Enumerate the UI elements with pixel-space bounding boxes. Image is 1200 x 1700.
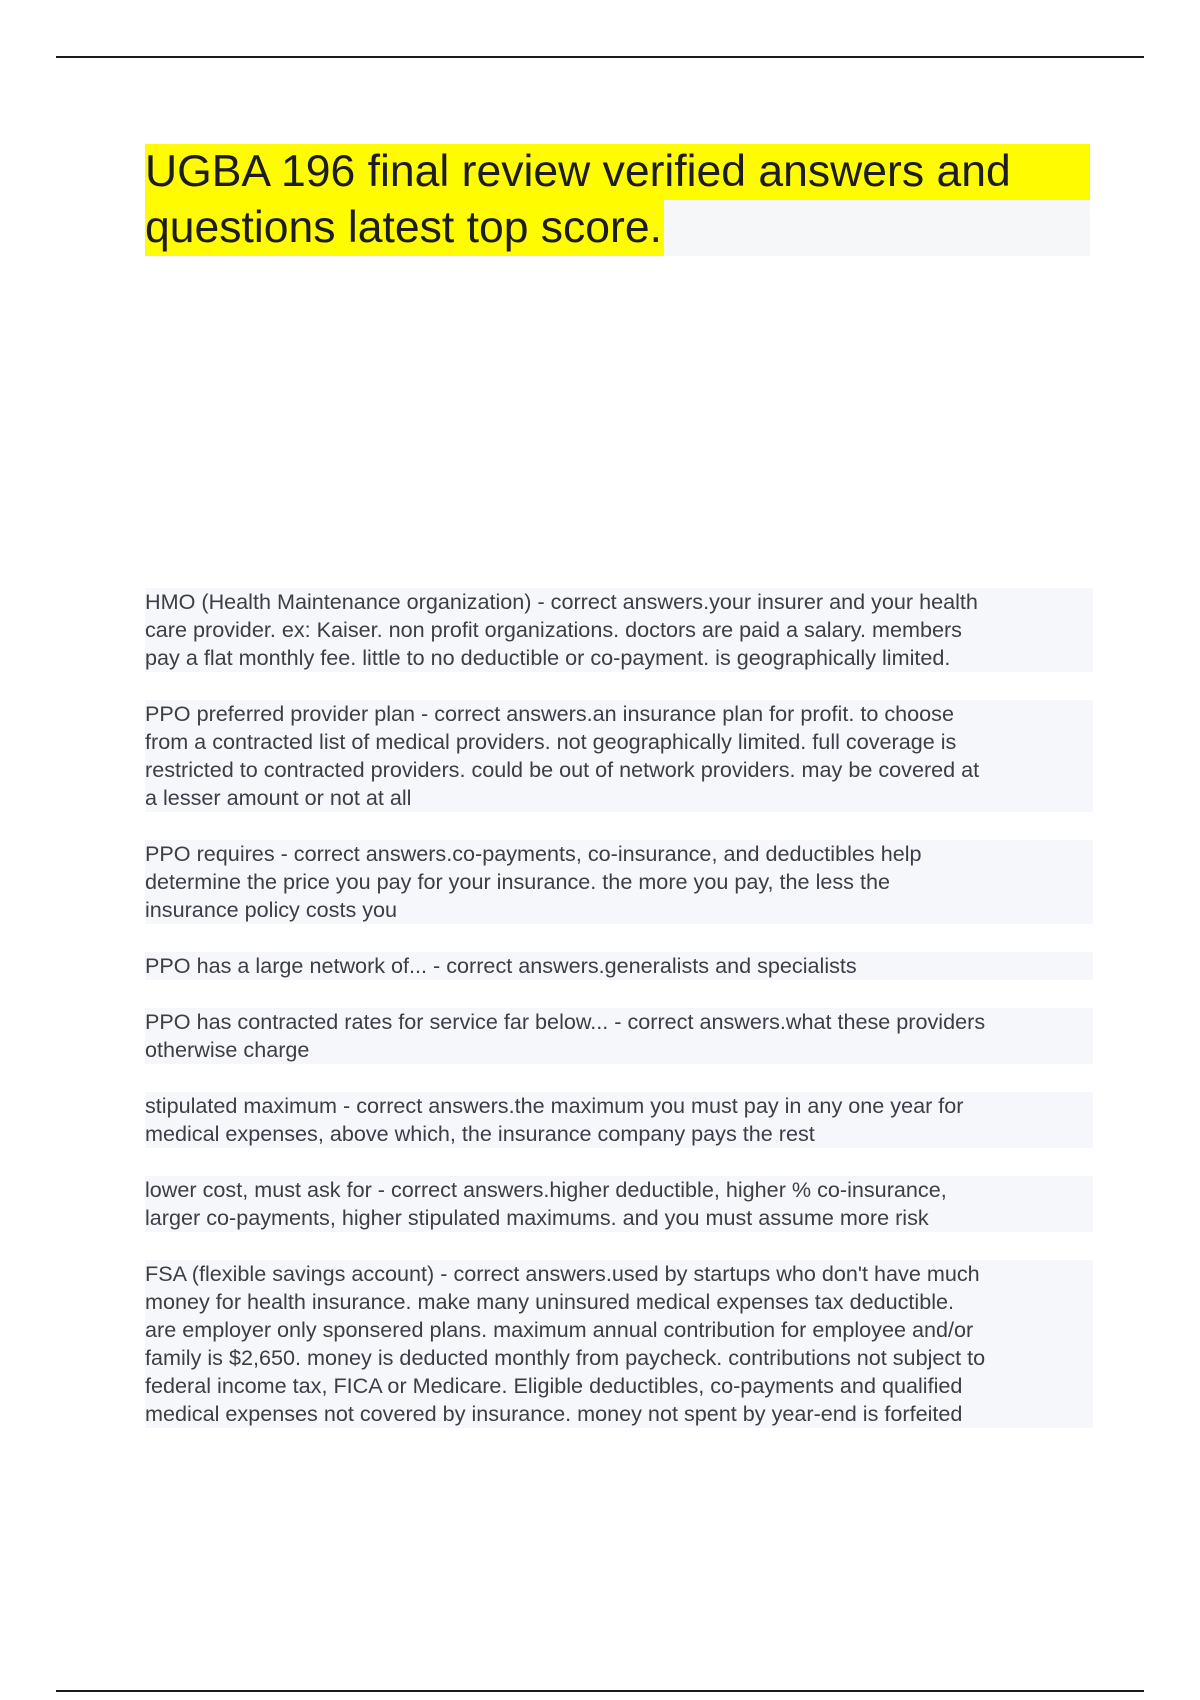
qa-entry-hmo: HMO (Health Maintenance organization) - correct answers.your insurer and your health care provider. ex: Kaiser. non profit organizations. doctors are paid a salary. members pay a flat monthly fee. little to no deductible or co-payment. is geographically limited.: [145, 588, 1093, 672]
top-rule: [56, 56, 1144, 58]
qa-entry-ppo-plan: PPO preferred provider plan - correct answers.an insurance plan for profit. to choose from a contracted list of medical providers. not geographically limited. full coverage is restricted to contracted providers. could be out of network providers. may be covered at a lesser amount or not at all: [145, 700, 1093, 812]
title-line-1: UGBA 196 final review verified answers and: [145, 144, 1090, 200]
qa-entry-ppo-network: PPO has a large network of... - correct answers.generalists and specialists: [145, 952, 1093, 980]
document-title: [145, 144, 1090, 256]
qa-entry-fsa: FSA (flexible savings account) - correct answers.used by startups who don't have much money for health insurance. make many uninsured medical expenses tax deductible. are employer only sponsered plans. maximum annual contribution for employee and/or family is $2,650. money is deducted monthly from paycheck. contributions not subject to federal income tax, FICA or Medicare. Eligible deductibles, co-payments and qualified medical expenses not covered by insurance. money not spent by year-end is forfeited: [145, 1260, 1093, 1428]
qa-entry-ppo-rates: PPO has contracted rates for service far below... - correct answers.what these providers otherwise charge: [145, 1008, 1093, 1064]
title-line-2-text: questions latest top score.: [145, 200, 664, 256]
qa-entry-ppo-requires: PPO requires - correct answers.co-payments, co-insurance, and deductibles help determine the price you pay for your insurance. the more you pay, the less the insurance policy costs you: [145, 840, 1093, 924]
title-line-2: [145, 200, 1090, 256]
qa-entry-stipulated-maximum: stipulated maximum - correct answers.the maximum you must pay in any one year for medical expenses, above which, the insurance company pays the rest: [145, 1092, 1093, 1148]
qa-list: [145, 588, 1093, 1456]
qa-entry-lower-cost: lower cost, must ask for - correct answers.higher deductible, higher % co-insurance, larger co-payments, higher stipulated maximums. and you must assume more risk: [145, 1176, 1093, 1232]
bottom-rule: [56, 1690, 1144, 1692]
